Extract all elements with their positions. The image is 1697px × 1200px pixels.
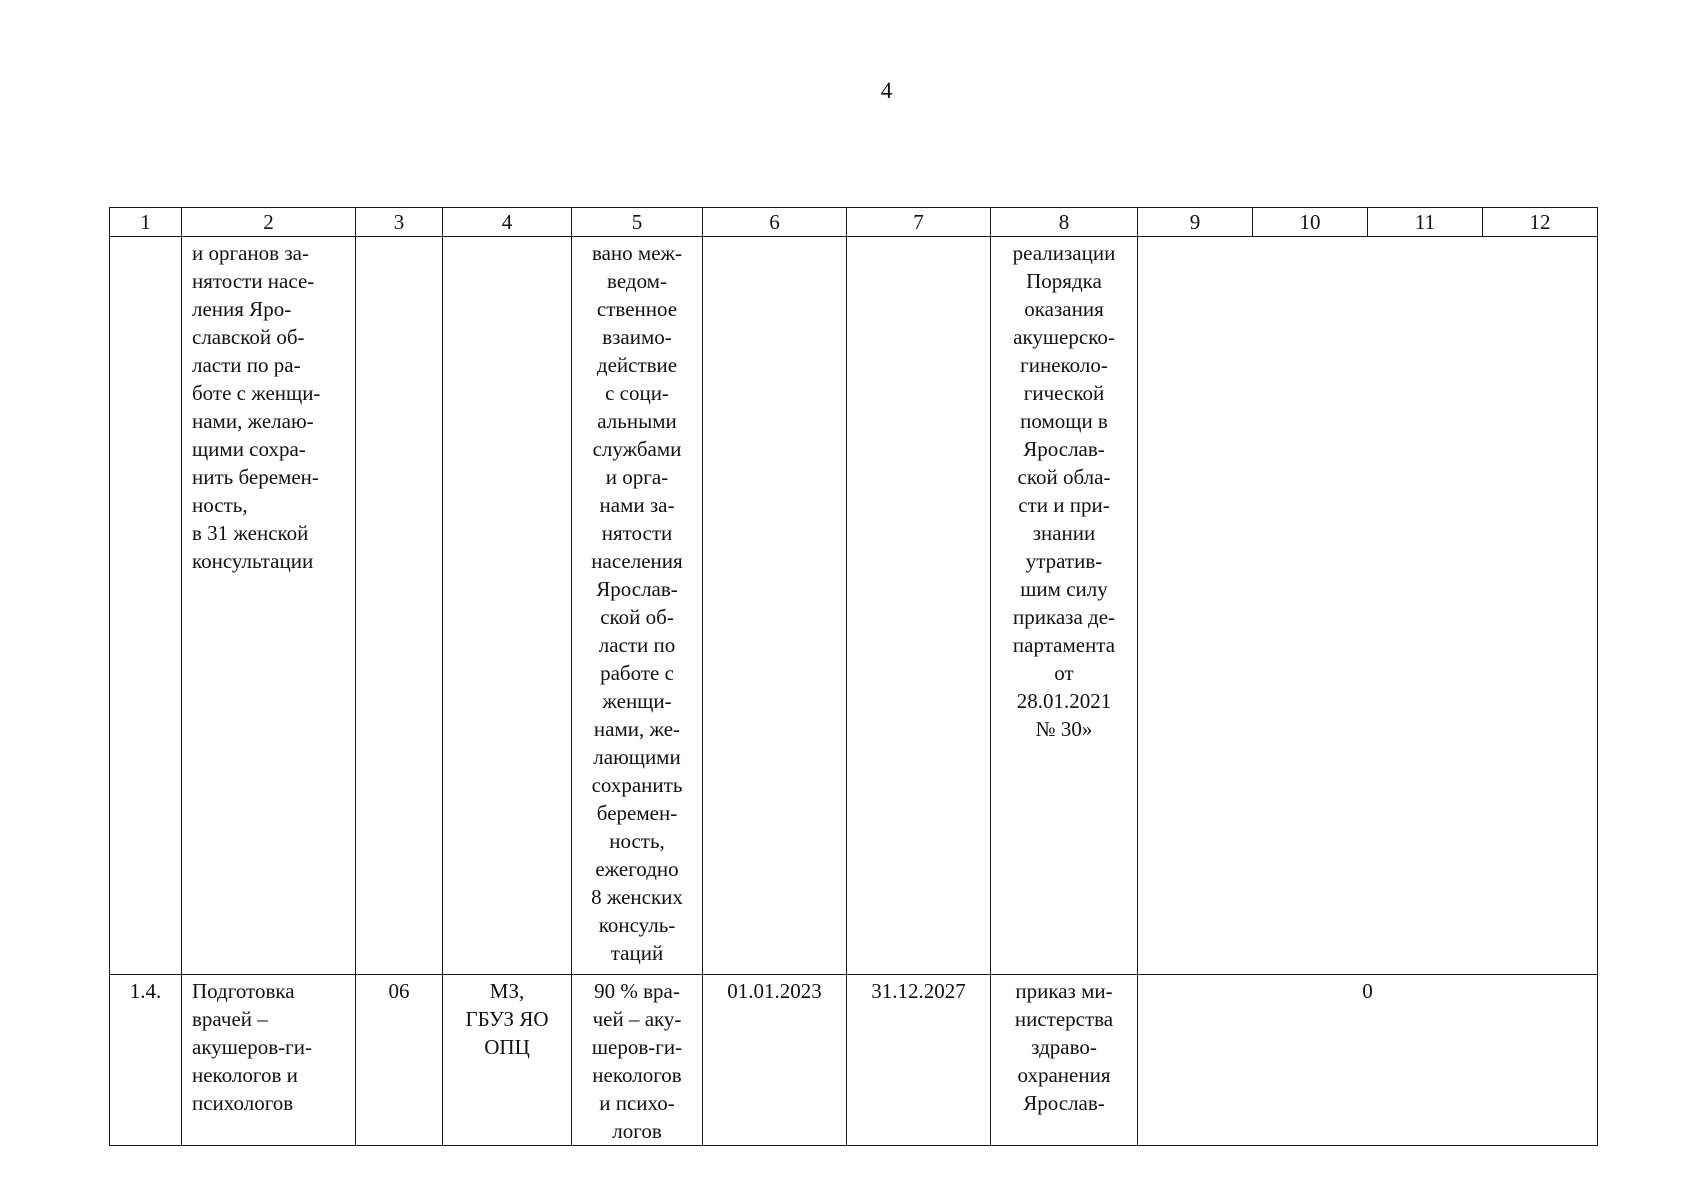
table-row-1-4 xyxy=(110,975,1598,1146)
column-number-1: 1 xyxy=(110,208,182,237)
cell-start-date xyxy=(703,237,847,975)
cell-number: 1.4. xyxy=(110,975,182,1146)
column-number-9: 9 xyxy=(1138,208,1253,237)
column-number-7: 7 xyxy=(847,208,991,237)
cell-funding: 0 xyxy=(1138,975,1598,1146)
column-number-4: 4 xyxy=(443,208,572,237)
cell-code: 06 xyxy=(356,975,443,1146)
measures-table xyxy=(109,207,1598,1146)
cell-funding xyxy=(1138,237,1598,975)
column-number-6: 6 xyxy=(703,208,847,237)
cell-executor xyxy=(443,237,572,975)
column-number-12: 12 xyxy=(1483,208,1598,237)
column-number-3: 3 xyxy=(356,208,443,237)
cell-end-date: 31.12.2027 xyxy=(847,975,991,1146)
cell-code xyxy=(356,237,443,975)
column-number-2: 2 xyxy=(182,208,356,237)
table-row-continued xyxy=(110,237,1598,975)
cell-executor: МЗ, ГБУЗ ЯО ОПЦ xyxy=(443,975,572,1146)
cell-document: приказ ми- нистерства здраво- охранения Ярослав- xyxy=(991,975,1138,1146)
cell-result: 90 % вра- чей – аку- шеров-ги- некологов и психо- логов xyxy=(572,975,703,1146)
column-number-11: 11 xyxy=(1368,208,1483,237)
cell-end-date xyxy=(847,237,991,975)
cell-measure-name: и органов за- нятости насе- ления Яро- славской об- ласти по ра- боте с женщи- нами, желаю- щими сохра- нить беремен- ность, в 31 женской консультации xyxy=(182,237,356,975)
cell-result: вано меж- ведом- ственное взаимо- действие с соци- альными службами и орга- нами за- нятости населения Ярослав- ской об- ласти по работе с женщи- нами, же- лающими сохранить беремен- ность, ежегодно 8 женских консуль- таций xyxy=(572,237,703,975)
cell-number xyxy=(110,237,182,975)
cell-document: реализации Порядка оказания акушерско- гинеколо- гической помощи в Ярослав- ской обла- сти и при- знании утратив- шим силу приказа де- партамента от 28.01.2021 № 30» xyxy=(991,237,1138,975)
page-number: 4 xyxy=(880,78,893,103)
cell-measure-name: Подготовка врачей – акушеров-ги- некологов и психологов xyxy=(182,975,356,1146)
column-number-8: 8 xyxy=(991,208,1138,237)
column-number-row xyxy=(110,208,1598,237)
cell-start-date: 01.01.2023 xyxy=(703,975,847,1146)
column-number-5: 5 xyxy=(572,208,703,237)
column-number-10: 10 xyxy=(1253,208,1368,237)
